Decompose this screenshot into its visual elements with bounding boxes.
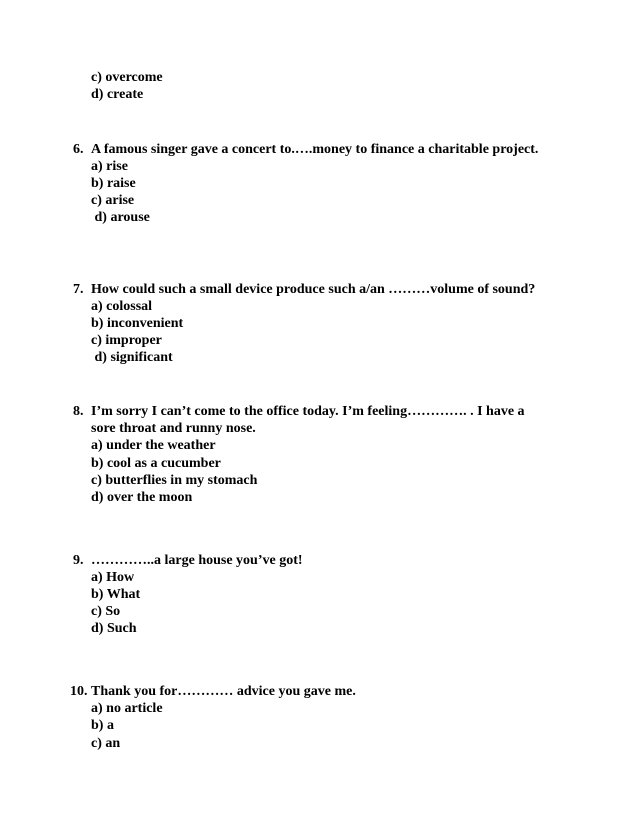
question-number: 6. [73,142,84,157]
option-b: b) inconvenient [91,316,184,331]
question-stem: I’m sorry I can’t come to the office today. I’m feeling…………. . I have a [91,404,525,419]
option-b: b) raise [91,176,136,191]
option-b: b) a [91,718,114,733]
question-stem: Thank you for………… advice you gave me. [91,684,356,699]
option-b: b) What [91,587,141,602]
option-b: b) cool as a cucumber [91,456,221,471]
question-stem-continued: sore throat and runny nose. [91,421,256,436]
option-a: a) colossal [91,299,153,314]
question-stem: How could such a small device produce such a/an ………volume of sound? [91,282,536,297]
option-d: d) significant [91,350,173,365]
option-d: d) over the moon [91,490,193,505]
question-stem: …………..a large house you’ve got! [91,553,303,568]
option-a: a) under the weather [91,438,216,453]
question-number: 9. [73,553,84,568]
question-number: 10. [70,684,88,699]
option-c: c) improper [91,333,162,348]
option-c: c) an [91,736,121,751]
option-c: c) arise [91,193,135,208]
option-d: d) Such [91,621,137,636]
option-a: a) no article [91,701,163,716]
option-c: c) So [91,604,121,619]
option-d: d) create [91,87,144,102]
option-c: c) overcome [91,70,163,85]
question-number: 7. [73,282,84,297]
option-a: a) How [91,570,135,585]
option-d: d) arouse [91,210,150,225]
option-a: a) rise [91,159,128,174]
question-number: 8. [73,404,84,419]
question-stem: A famous singer gave a concert to.….money to finance a charitable project. [91,142,539,157]
option-c: c) butterflies in my stomach [91,473,258,488]
